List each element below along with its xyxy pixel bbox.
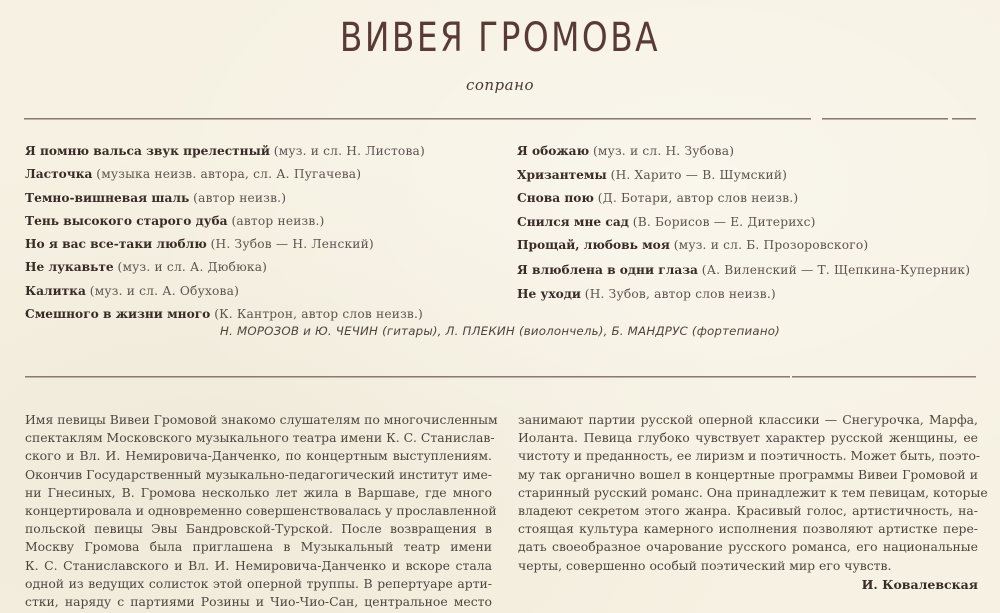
track-title: Но я вас все-таки люблю [25, 237, 207, 252]
liner-notes-line: чистоту и преданность, ее лиризм и поэтичность. Может быть, поэто- [518, 448, 981, 464]
track-title: Я влюблена в одни глаза [517, 262, 698, 277]
track-credit: (В. Борисов — Е. Дитерихс) [632, 214, 816, 229]
track-item [517, 283, 987, 308]
track-title: Смешного в жизни много [25, 307, 211, 322]
track-credit: (муз. и сл. Н. Зубова) [592, 144, 735, 158]
liner-notes-column-left [25, 411, 498, 611]
liner-notes-line: концертировала и одновременно совершенствовалась у прославленной [25, 502, 497, 518]
author-signature: И. Ковалевская [861, 577, 978, 592]
track-credit: (А. Виленский — Т. Щепкина-Куперник) [701, 262, 971, 277]
performers-credit: Н. МОРОЗОВ и Ю. ЧЕЧИН (гитары), Л. ПЛЕКИН (виолончель), Б. МАНДРУС (фортепиано) [220, 324, 780, 338]
track-item [25, 163, 495, 186]
track-credit: (автор неизв.) [231, 213, 325, 228]
track-credit: (музыка неизв. автора, сл. А. Пугачева) [96, 167, 362, 182]
track-title: Не лукавьте [25, 260, 114, 275]
liner-notes-line: Имя певицы Вивеи Громовой знакомо слушателям по многочисленным [25, 412, 498, 427]
track-credit: (К. Кантрон, автор слов неизв.) [214, 307, 424, 322]
track-title: Не уходи [517, 287, 581, 301]
divider-top-segment [952, 118, 976, 120]
track-item [25, 210, 495, 233]
liner-notes-line: ского и Вл. И. Немировича-Данченко, по концертным выступлениям. [25, 448, 492, 464]
divider-top [24, 118, 811, 120]
track-title: Калитка [25, 283, 86, 298]
liner-notes-line: стки, наряду с партиями Розины и Чио-Чио-Сан, центральное место [25, 593, 492, 609]
track-credit: (муз. и сл. Б. Прозоровского) [673, 238, 869, 252]
liner-notes-line: черты, совершенно особый поэтический мир его чувств. [518, 557, 892, 573]
track-item [25, 303, 495, 326]
liner-notes-column-right [518, 411, 988, 575]
track-title: Прощай, любовь моя [517, 238, 670, 252]
track-title: Хризантемы [517, 167, 607, 182]
track-item [517, 234, 987, 259]
track-item [25, 233, 495, 256]
liner-notes-line: му так органично вошел в концертные программы Вивеи Громовой и [518, 466, 978, 482]
track-item [25, 280, 495, 303]
liner-notes-line: ни Гнесиных, В. Громова несколько лет жила в Варшаве, где много [25, 484, 492, 500]
liner-notes-line: занимают партии русской оперной классики — Снегурочка, Марфа, [518, 412, 978, 427]
page-title: ВИВЕЯ ГРОМОВА [339, 15, 661, 61]
track-title: Снова пою [517, 191, 594, 205]
track-title: Я помню вальса звук прелестный [25, 144, 270, 158]
liner-notes-line: стоящая культура камерного исполнения позволяют артистке пере- [518, 521, 978, 537]
liner-notes-line: одной из ведущих солисток этой оперной труппы. В репертуаре арти- [25, 575, 492, 591]
track-item [517, 187, 987, 211]
track-item [517, 164, 987, 188]
track-item [517, 211, 987, 235]
liner-notes-line: спектаклям Московского музыкального театра имени К. С. Станислав- [25, 430, 495, 446]
voice-type-subtitle: сопрано [465, 76, 535, 94]
track-item [517, 259, 987, 284]
liner-notes-line: Окончив Государственный музыкально-педагогический институт име- [25, 466, 492, 482]
track-credit: (муз. и сл. Н. Листова) [273, 144, 425, 158]
track-credit: (Д. Ботари, автор слов неизв.) [597, 191, 799, 205]
track-item [25, 256, 495, 279]
liner-notes-line: старинный русский романс. Она принадлежит к тем певицам, которые [518, 484, 988, 500]
track-title: Ласточка [25, 167, 93, 182]
track-item [25, 187, 495, 210]
track-title: Я обожаю [517, 144, 590, 158]
liner-notes-line: Москву Громова была приглашена в Музыкальный театр имени [25, 539, 492, 555]
track-credit: (автор неизв.) [193, 190, 287, 205]
track-item [517, 140, 987, 164]
track-credit: (муз. и сл. А. Обухова) [89, 283, 240, 298]
track-credit: (муз. и сл. А. Дюбюка) [117, 260, 268, 275]
track-title: Тень высокого старого дуба [25, 213, 228, 228]
track-title: Темно-вишневая шаль [25, 190, 190, 205]
track-credit: (Н. Харито — В. Шумский) [610, 167, 788, 182]
liner-notes-line: польской певицы Эвы Бандровской-Турской. После возвращения в [25, 521, 492, 537]
track-item [25, 140, 495, 163]
liner-notes-line: К. С. Станиславского и Вл. И. Немировича-Данченко и вскоре стала [25, 557, 492, 573]
divider-top-segment [822, 118, 948, 120]
liner-notes-line: дать своеобразное очарование русского романса, его национальные [518, 539, 978, 555]
liner-notes-line: владеют секретом этого жанра. Красивый голос, артистичность, на- [518, 502, 978, 518]
divider-middle-segment [792, 376, 976, 378]
liner-notes-line: Иоланта. Певица глубоко чувствует характер русской женщины, ее [518, 430, 978, 446]
track-title: Снился мне сад [517, 214, 629, 229]
track-credit: (Н. Зубов — Н. Ленский) [210, 237, 374, 252]
tracklist-right [517, 140, 987, 308]
tracklist-left [25, 140, 495, 326]
track-credit: (Н. Зубов, автор слов неизв.) [584, 287, 776, 301]
divider-middle [25, 376, 790, 378]
